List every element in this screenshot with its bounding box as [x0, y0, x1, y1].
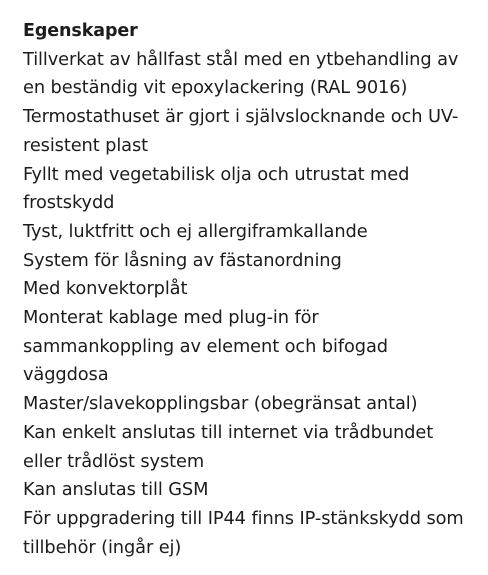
feature-item: Kan enkelt anslutas till internet via trådbundet eller trådlöst system: [23, 421, 434, 472]
feature-item: Fyllt med vegetabilisk olja och utrustat med frostskydd: [23, 163, 410, 214]
feature-item: Med konvektorplåt: [23, 278, 188, 300]
section-heading: Egenskaper: [23, 21, 138, 41]
feature-item: Tillverkat av hållfast stål med en ytbehandling av en beständig vit epoxylackering (RAL 9016): [23, 48, 459, 99]
feature-list: [23, 46, 475, 563]
feature-item: Kan anslutas till GSM: [23, 479, 209, 501]
feature-item: Master/slavekopplingsbar (obegränsat antal): [23, 393, 418, 415]
feature-item: Monterat kablage med plug-in för sammankoppling av element och bifogad väggdosa: [23, 307, 388, 386]
feature-item: För uppgradering till IP44 finns IP-stänkskydd som tillbehör (ingår ej): [23, 507, 464, 558]
feature-item: Termostathuset är gjort i självslocknande och UV-resistent plast: [23, 106, 459, 156]
feature-item: Tyst, luktfritt och ej allergiframkallande: [23, 220, 368, 242]
feature-item: System för låsning av fästanordning: [23, 249, 342, 271]
features-section: [23, 17, 475, 562]
